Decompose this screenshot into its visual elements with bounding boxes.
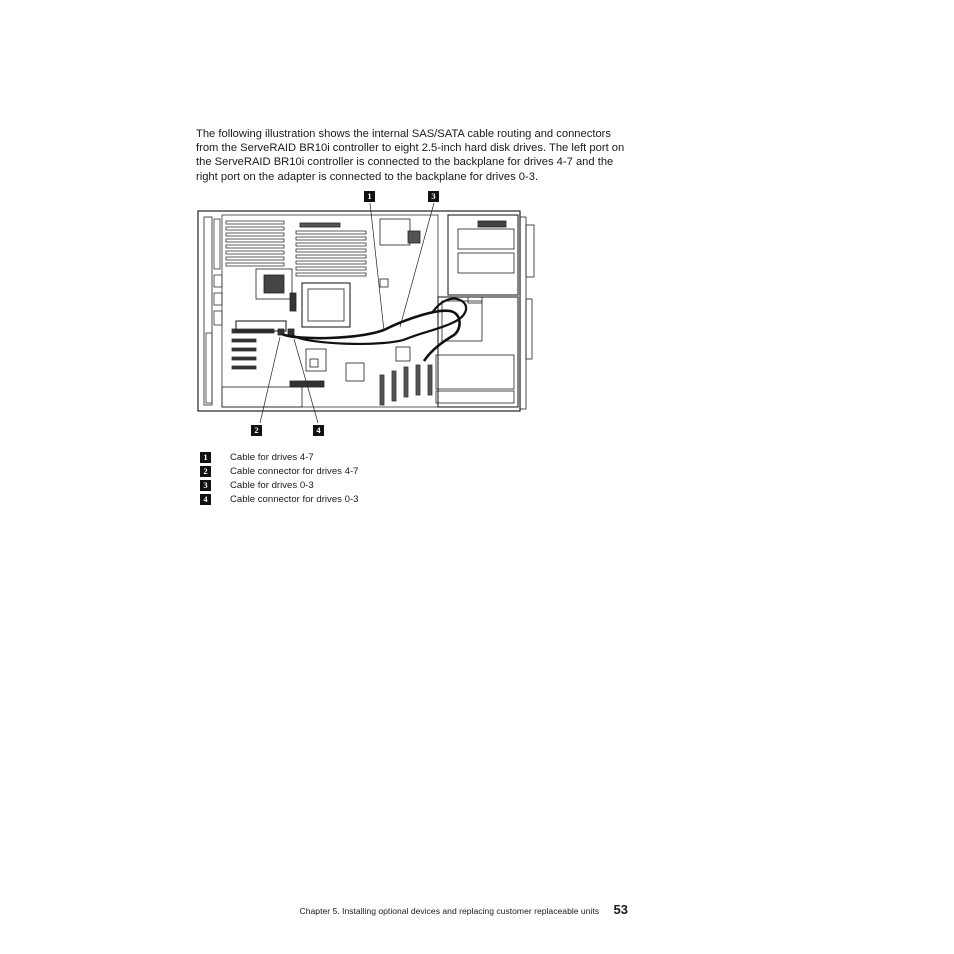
dimm-slots-middle: [296, 231, 366, 276]
controller-port-right: [288, 329, 294, 335]
lower-board-chip: [306, 349, 326, 371]
misc-header: [346, 363, 364, 381]
lower-board-chip-core: [310, 359, 318, 367]
chipset-core: [408, 231, 420, 243]
intro-paragraph: The following illustration shows the internal SAS/SATA cable routing and connectors from the ServeRAID BR10i controller to eight 2.5-inch hard disk drives. The left port on the ServeRAID BR10i controller is connected to the backplane for drives 4-7 and the right port on the adapter is connected to the backplane for drives 0-3.: [196, 128, 625, 183]
cable-drives-4-7: [282, 311, 460, 361]
page-number: 53: [613, 902, 628, 917]
front-bezel-tab: [526, 225, 534, 277]
chipset-block: [380, 219, 410, 245]
power-connector: [478, 221, 506, 227]
server-chassis-drawing: [196, 189, 536, 437]
callout-4: 4: [313, 425, 324, 436]
legend-item-text: Cable for drives 4-7: [230, 452, 314, 463]
backplane-drives-4-7: [442, 301, 482, 341]
bottom-connector: [222, 387, 302, 407]
legend-callout-number: 2: [200, 466, 211, 477]
chassis-right-flange: [520, 217, 526, 409]
processor-2-heatsink: [308, 289, 344, 321]
dimm-slots-left: [226, 221, 284, 266]
rear-io-ports: [206, 219, 222, 403]
callout-1: 1: [364, 191, 375, 202]
processor-socket-2: [302, 283, 350, 327]
small-chip-1: [290, 293, 296, 311]
callout-2: 2: [251, 425, 262, 436]
power-supply-bay-2: [458, 253, 514, 273]
legend-item-text: Cable for drives 0-3: [230, 480, 314, 491]
leader-line-2: [260, 337, 280, 423]
callout-3: 3: [428, 191, 439, 202]
small-chip-2: [380, 279, 388, 287]
processor-1-core: [264, 275, 284, 293]
sata-connectors: [380, 365, 432, 405]
legend-callout-number: 4: [200, 494, 211, 505]
dimm-top-connector: [300, 223, 340, 227]
legend-item-text: Cable connector for drives 4-7: [230, 466, 359, 477]
cable-routing-illustration: [196, 189, 536, 437]
chapter-footer-text: Chapter 5. Installing optional devices and replacing customer replaceable units: [299, 906, 600, 916]
rear-io-panel: [204, 217, 212, 405]
power-supply-bay-1: [458, 229, 514, 249]
legend-callout-number: 3: [200, 480, 211, 491]
page-footer: [300, 901, 628, 919]
leader-line-3: [400, 203, 434, 327]
legend-item-text: Cable connector for drives 0-3: [230, 494, 359, 505]
leader-line-1: [370, 203, 384, 331]
pci-slots: [232, 329, 274, 369]
fan-connector: [468, 297, 482, 303]
backplane-drives-0-3: [436, 355, 514, 389]
misc-header-right: [396, 347, 410, 361]
drive-cage-lower: [436, 391, 514, 403]
legend-callout-number: 1: [200, 452, 211, 463]
front-bezel-tab-lower: [526, 299, 532, 359]
hard-disk-drive-cage: [438, 297, 518, 407]
